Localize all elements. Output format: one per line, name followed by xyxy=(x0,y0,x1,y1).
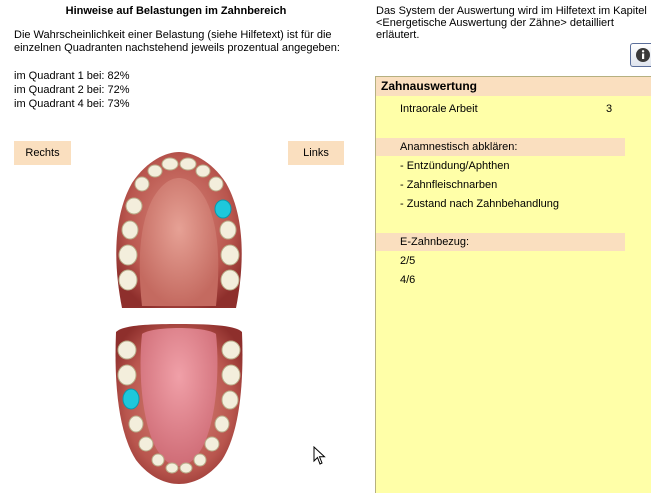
tooth-17[interactable] xyxy=(119,270,137,290)
intraoral-work-value: 3 xyxy=(606,103,613,115)
tooth-13[interactable] xyxy=(135,177,149,191)
list-item: - Zahnfleischnarben xyxy=(400,179,498,191)
tooth-44[interactable] xyxy=(129,416,143,432)
system-info-text: Das System der Auswertung wird im Hilfetext im Kapitel <Energetische Auswertung der Zähne> detailliert erläutert. xyxy=(376,5,647,41)
tooth-31[interactable] xyxy=(180,463,192,473)
quadrant-2-text: im Quadrant 2 bei: 72% xyxy=(14,84,130,96)
intro-text: Die Wahrscheinlichkeit einer Belastung (siehe Hilfetext) ist für die einzelnen Quadranten nachstehend jeweils prozentual angegeben: xyxy=(14,29,340,54)
tooth-35[interactable] xyxy=(222,391,238,409)
tooth-32[interactable] xyxy=(194,454,206,466)
upper-jaw-illustration[interactable] xyxy=(112,148,246,316)
tooth-22[interactable] xyxy=(196,165,210,177)
tooth-21[interactable] xyxy=(180,158,196,170)
tooth-23[interactable] xyxy=(209,177,223,191)
right-side-button[interactable]: Rechts xyxy=(14,141,71,165)
list-item: - Zustand nach Zahnbehandlung xyxy=(400,198,560,210)
tooth-15[interactable] xyxy=(122,221,138,239)
tooth-reference-item: 2/5 xyxy=(400,255,416,267)
tooth-12[interactable] xyxy=(148,165,162,177)
tooth-42[interactable] xyxy=(152,454,164,466)
tooth-27[interactable] xyxy=(221,270,239,290)
quadrant-4-text: im Quadrant 4 bei: 73% xyxy=(14,98,130,110)
panel-title: Zahnauswertung xyxy=(376,77,651,96)
tooth-24-highlighted[interactable] xyxy=(215,200,231,218)
tooth-46[interactable] xyxy=(118,365,136,385)
info-button[interactable] xyxy=(630,43,651,67)
tooth-33[interactable] xyxy=(205,437,219,451)
tooth-16[interactable] xyxy=(119,245,137,265)
tooth-45-highlighted[interactable] xyxy=(123,389,139,409)
info-icon xyxy=(631,44,651,66)
lower-jaw-illustration[interactable] xyxy=(112,322,246,486)
tooth-37[interactable] xyxy=(222,341,240,359)
tooth-47[interactable] xyxy=(118,341,136,359)
zahnauswertung-panel xyxy=(375,76,651,493)
left-side-button[interactable]: Links xyxy=(288,141,344,165)
tooth-11[interactable] xyxy=(162,158,178,170)
page-heading: Hinweise auf Belastungen im Zahnbereich xyxy=(65,5,287,17)
quadrant-1-text: im Quadrant 1 bei: 82% xyxy=(14,70,130,82)
anamnesis-section-header: Anamnestisch abklären: xyxy=(376,138,625,156)
tooth-36[interactable] xyxy=(222,365,240,385)
tooth-14[interactable] xyxy=(126,198,142,214)
tooth-25[interactable] xyxy=(220,221,236,239)
intraoral-work-label: Intraorale Arbeit xyxy=(400,103,478,115)
tooth-26[interactable] xyxy=(221,245,239,265)
tooth-34[interactable] xyxy=(215,416,229,432)
mouse-cursor-icon xyxy=(313,446,327,466)
tooth-reference-item: 4/6 xyxy=(400,274,416,286)
tooth-41[interactable] xyxy=(166,463,178,473)
tooth-43[interactable] xyxy=(139,437,153,451)
tooth-reference-section-header: E-Zahnbezug: xyxy=(376,233,625,251)
list-item: - Entzündung/Aphthen xyxy=(400,160,510,172)
